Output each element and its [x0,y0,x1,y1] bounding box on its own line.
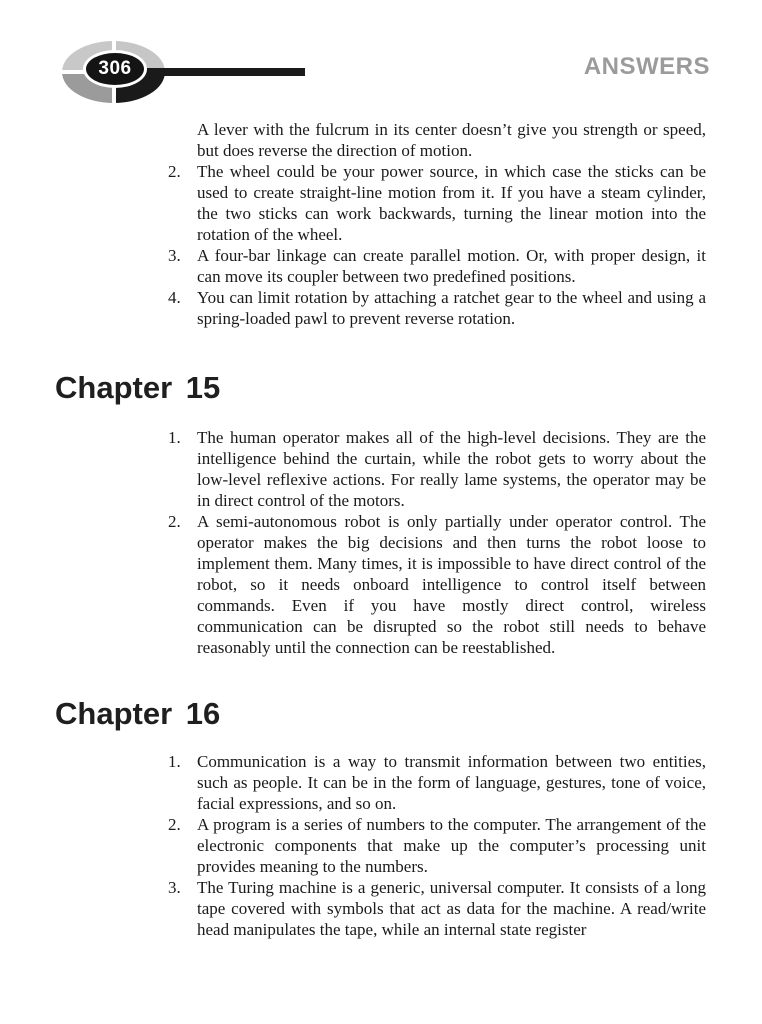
page-number-badge [62,41,165,103]
answer-text: A semi-autonomous robot is only partially under operator control. The operator makes the big decisions and then turns the robot loose to implement them. Many times, it is impossible to have direct control of the robot, so it needs onboard intelligence to control itself between commands. Even if you have mostly direct control, wireless communication can be disrupted so the robot still needs to behave reasonably until the connection can be reestablished. [197,512,706,657]
answer-list [168,751,706,940]
answer-text: You can limit rotation by attaching a ratchet gear to the wheel and using a spring-loaded pawl to prevent reverse rotation. [197,288,706,328]
answer-text: The Turing machine is a generic, universal computer. It consists of a long tape covered with symbols that act as data for the machine. A read/write head manipulates the tape, while an internal state register [197,878,706,939]
answer-list [168,161,706,329]
answer-number: 3. [168,878,181,897]
answer-text: A four-bar linkage can create parallel motion. Or, with proper design, it can move its coupler between two predefined positions. [197,246,706,286]
running-head: ANSWERS [583,53,710,80]
answer-number: 2. [168,512,181,531]
answers-block-intro [168,119,706,329]
answer-text: Communication is a way to transmit information between two entities, such as people. It can be in the form of language, gestures, tone of voice, facial expressions, and so on. [197,752,706,813]
answer-item [168,751,706,814]
chapter-heading: Chapter 15 [55,370,221,405]
answer-item [168,511,706,658]
answer-number: 2. [168,815,181,834]
answer-number: 2. [168,162,181,181]
answer-item [168,877,706,940]
answer-item [168,814,706,877]
page-number: 306 [98,58,132,79]
page-number-oval [83,50,147,88]
answer-item [168,287,706,329]
answer-number: 1. [168,752,181,771]
answer-item [168,161,706,245]
answer-list [168,427,706,658]
chapter-heading: Chapter 16 [55,696,221,731]
answer-text: A program is a series of numbers to the computer. The arrangement of the electronic components that make up the computer’s processing unit provides meaning to the numbers. [197,815,706,876]
answer-number: 1. [168,428,181,447]
paragraph-continuation: A lever with the fulcrum in its center doesn’t give you strength or speed, but does reverse the direction of motion. [197,120,706,160]
answer-text: The wheel could be your power source, in which case the sticks can be used to create straight-line motion from it. If you have a steam cylinder, the two sticks can work backwards, turning the linear motion into the rotation of the wheel. [197,162,706,244]
answers-block-chapter-15 [168,427,706,658]
answer-text: The human operator makes all of the high-level decisions. They are the intelligence behind the curtain, while the robot gets to worry about the low-level reflexive actions. For really lame systems, the operator may be in direct control of the motors. [197,428,706,510]
answer-item [168,427,706,511]
answer-number: 4. [168,288,181,307]
answer-number: 3. [168,246,181,265]
answer-item [168,245,706,287]
answers-block-chapter-16 [168,751,706,940]
